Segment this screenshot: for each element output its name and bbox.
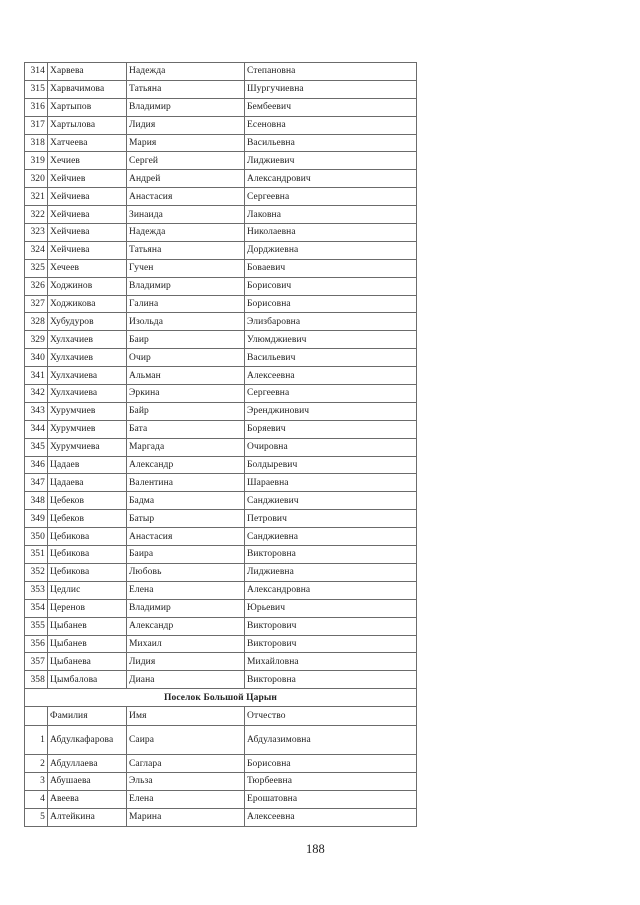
table-row — [25, 546, 417, 564]
row-number: 352 — [25, 563, 48, 581]
header-last: Фамилия — [48, 707, 127, 726]
table-row — [25, 116, 417, 134]
patronymic: Лиджиевна — [245, 563, 417, 581]
patronymic: Эренджинович — [245, 402, 417, 420]
row-number: 328 — [25, 313, 48, 331]
last-name: Хатчеева — [48, 134, 127, 152]
last-name: Хейчиева — [48, 206, 127, 224]
last-name: Цадаев — [48, 456, 127, 474]
roster-table — [24, 62, 417, 827]
last-name: Абдуллаева — [48, 755, 127, 773]
patronymic: Викторович — [245, 635, 417, 653]
first-name: Гучен — [127, 259, 245, 277]
table-row — [25, 295, 417, 313]
table-row — [25, 170, 417, 188]
table-row — [25, 653, 417, 671]
patronymic: Сергеевна — [245, 188, 417, 206]
row-number: 345 — [25, 438, 48, 456]
row-number: 351 — [25, 546, 48, 564]
table-row — [25, 331, 417, 349]
first-name: Мария — [127, 134, 245, 152]
last-name: Хейчиева — [48, 241, 127, 259]
first-name: Елена — [127, 790, 245, 808]
last-name: Хечеев — [48, 259, 127, 277]
row-number: 353 — [25, 581, 48, 599]
last-name: Цебеков — [48, 492, 127, 510]
row-number: 329 — [25, 331, 48, 349]
table-row — [25, 772, 417, 790]
patronymic: Абдулазимовна — [245, 726, 417, 755]
table-row — [25, 474, 417, 492]
row-number: 323 — [25, 224, 48, 242]
last-name: Хулхачиева — [48, 385, 127, 403]
last-name: Авеева — [48, 790, 127, 808]
first-name: Лидия — [127, 116, 245, 134]
last-name: Хулхачиев — [48, 331, 127, 349]
row-number: 344 — [25, 420, 48, 438]
last-name: Хулхачиев — [48, 349, 127, 367]
table-row — [25, 635, 417, 653]
table-row — [25, 313, 417, 331]
first-name: Марина — [127, 808, 245, 826]
roster-sheet — [24, 62, 416, 827]
first-name: Байр — [127, 402, 245, 420]
last-name: Цадаева — [48, 474, 127, 492]
last-name: Алтейкина — [48, 808, 127, 826]
table-row — [25, 790, 417, 808]
table-row — [25, 726, 417, 755]
patronymic: Викторович — [245, 617, 417, 635]
patronymic: Васильевна — [245, 134, 417, 152]
last-name: Цебикова — [48, 528, 127, 546]
table-row — [25, 402, 417, 420]
first-name: Зинаида — [127, 206, 245, 224]
first-name: Владимир — [127, 599, 245, 617]
patronymic: Ерошатовна — [245, 790, 417, 808]
row-number: 341 — [25, 367, 48, 385]
patronymic: Петрович — [245, 510, 417, 528]
last-name: Цебикова — [48, 546, 127, 564]
last-name: Хейчиев — [48, 170, 127, 188]
first-name: Татьяна — [127, 80, 245, 98]
section-row — [25, 689, 417, 707]
row-number: 342 — [25, 385, 48, 403]
header-first: Имя — [127, 707, 245, 726]
table-row — [25, 599, 417, 617]
first-name: Владимир — [127, 98, 245, 116]
first-name: Диана — [127, 671, 245, 689]
table-row — [25, 528, 417, 546]
patronymic: Александрович — [245, 170, 417, 188]
last-name: Хубудуров — [48, 313, 127, 331]
header-num — [25, 707, 48, 726]
page-number: 188 — [306, 842, 325, 856]
patronymic: Болдыревич — [245, 456, 417, 474]
patronymic: Александровна — [245, 581, 417, 599]
row-number: 358 — [25, 671, 48, 689]
first-name: Бата — [127, 420, 245, 438]
first-name: Михаил — [127, 635, 245, 653]
last-name: Хурумчиева — [48, 438, 127, 456]
first-name: Батыр — [127, 510, 245, 528]
last-name: Цебеков — [48, 510, 127, 528]
patronymic: Михайловна — [245, 653, 417, 671]
first-name: Александр — [127, 617, 245, 635]
patronymic: Алексеевна — [245, 367, 417, 385]
table-row — [25, 385, 417, 403]
first-name: Альман — [127, 367, 245, 385]
first-name: Анастасия — [127, 528, 245, 546]
last-name: Абушаева — [48, 772, 127, 790]
last-name: Цебикова — [48, 563, 127, 581]
table-row — [25, 80, 417, 98]
row-number: 3 — [25, 772, 48, 790]
table-row — [25, 206, 417, 224]
first-name: Александр — [127, 456, 245, 474]
table-row — [25, 98, 417, 116]
table-row — [25, 492, 417, 510]
first-name: Лидия — [127, 653, 245, 671]
table-row — [25, 438, 417, 456]
patronymic: Сергеевна — [245, 385, 417, 403]
first-name: Эльза — [127, 772, 245, 790]
last-name: Хейчиева — [48, 224, 127, 242]
first-name: Баир — [127, 331, 245, 349]
header-patr: Отчество — [245, 707, 417, 726]
patronymic: Тюрбеевна — [245, 772, 417, 790]
last-name: Харвачимова — [48, 80, 127, 98]
first-name: Маргада — [127, 438, 245, 456]
row-number: 1 — [25, 726, 48, 755]
header-row — [25, 707, 417, 726]
row-number: 327 — [25, 295, 48, 313]
last-name: Цымбалова — [48, 671, 127, 689]
first-name: Бадма — [127, 492, 245, 510]
table-row — [25, 224, 417, 242]
first-name: Валентина — [127, 474, 245, 492]
patronymic: Шургучиевна — [245, 80, 417, 98]
row-number: 346 — [25, 456, 48, 474]
table-row — [25, 241, 417, 259]
first-name: Очир — [127, 349, 245, 367]
roster-body-bottom — [25, 726, 417, 827]
patronymic: Степановна — [245, 63, 417, 81]
row-number: 321 — [25, 188, 48, 206]
patronymic: Николаевна — [245, 224, 417, 242]
first-name: Любовь — [127, 563, 245, 581]
table-row — [25, 581, 417, 599]
first-name: Баира — [127, 546, 245, 564]
first-name: Галина — [127, 295, 245, 313]
first-name: Анастасия — [127, 188, 245, 206]
last-name: Харвева — [48, 63, 127, 81]
table-row — [25, 259, 417, 277]
row-number: 356 — [25, 635, 48, 653]
row-number: 343 — [25, 402, 48, 420]
table-row — [25, 510, 417, 528]
table-row — [25, 349, 417, 367]
row-number: 324 — [25, 241, 48, 259]
table-row — [25, 755, 417, 773]
row-number: 348 — [25, 492, 48, 510]
first-name: Саира — [127, 726, 245, 755]
row-number: 317 — [25, 116, 48, 134]
patronymic: Лаковна — [245, 206, 417, 224]
table-row — [25, 563, 417, 581]
row-number: 316 — [25, 98, 48, 116]
patronymic: Боряевич — [245, 420, 417, 438]
patronymic: Санджиевич — [245, 492, 417, 510]
row-number: 349 — [25, 510, 48, 528]
table-row — [25, 134, 417, 152]
table-row — [25, 420, 417, 438]
patronymic: Алексеевна — [245, 808, 417, 826]
last-name: Хурумчиев — [48, 420, 127, 438]
table-row — [25, 671, 417, 689]
last-name: Хартыпов — [48, 98, 127, 116]
row-number: 4 — [25, 790, 48, 808]
row-number: 355 — [25, 617, 48, 635]
row-number: 350 — [25, 528, 48, 546]
row-number: 357 — [25, 653, 48, 671]
table-row — [25, 277, 417, 295]
first-name: Надежда — [127, 224, 245, 242]
first-name: Эркина — [127, 385, 245, 403]
table-row — [25, 617, 417, 635]
table-row — [25, 808, 417, 826]
patronymic: Викторовна — [245, 671, 417, 689]
row-number: 347 — [25, 474, 48, 492]
row-number: 315 — [25, 80, 48, 98]
patronymic: Элизбаровна — [245, 313, 417, 331]
row-number: 319 — [25, 152, 48, 170]
patronymic: Юрьевич — [245, 599, 417, 617]
patronymic: Бовaевич — [245, 259, 417, 277]
patronymic: Дорджиевна — [245, 241, 417, 259]
row-number: 2 — [25, 755, 48, 773]
patronymic: Викторовна — [245, 546, 417, 564]
table-row — [25, 188, 417, 206]
last-name: Цыбанева — [48, 653, 127, 671]
roster-body-top — [25, 63, 417, 689]
row-number: 326 — [25, 277, 48, 295]
first-name: Андрей — [127, 170, 245, 188]
table-row — [25, 456, 417, 474]
last-name: Хечиев — [48, 152, 127, 170]
first-name: Сергей — [127, 152, 245, 170]
last-name: Цыбанев — [48, 635, 127, 653]
row-number: 314 — [25, 63, 48, 81]
first-name: Саглара — [127, 755, 245, 773]
patronymic: Борисовна — [245, 295, 417, 313]
first-name: Татьяна — [127, 241, 245, 259]
last-name: Абдулкафарова — [48, 726, 127, 755]
patronymic: Есеновна — [245, 116, 417, 134]
patronymic: Лиджиевич — [245, 152, 417, 170]
patronymic: Санджиевна — [245, 528, 417, 546]
row-number: 354 — [25, 599, 48, 617]
first-name: Елена — [127, 581, 245, 599]
patronymic: Бембеевич — [245, 98, 417, 116]
last-name: Хартылова — [48, 116, 127, 134]
last-name: Ходжинов — [48, 277, 127, 295]
table-row — [25, 152, 417, 170]
row-number: 325 — [25, 259, 48, 277]
patronymic: Борисовна — [245, 755, 417, 773]
patronymic: Шараевна — [245, 474, 417, 492]
row-number: 320 — [25, 170, 48, 188]
table-row — [25, 367, 417, 385]
first-name: Владимир — [127, 277, 245, 295]
last-name: Ходжикова — [48, 295, 127, 313]
row-number: 322 — [25, 206, 48, 224]
last-name: Хурумчиев — [48, 402, 127, 420]
last-name: Хулхачиева — [48, 367, 127, 385]
table-row — [25, 63, 417, 81]
last-name: Хейчиева — [48, 188, 127, 206]
section-block — [25, 689, 417, 726]
row-number: 340 — [25, 349, 48, 367]
section-title: Поселок Большой Царын — [25, 689, 417, 707]
patronymic: Васильевич — [245, 349, 417, 367]
row-number: 318 — [25, 134, 48, 152]
last-name: Церенов — [48, 599, 127, 617]
last-name: Цыбанев — [48, 617, 127, 635]
patronymic: Улюмджиевич — [245, 331, 417, 349]
first-name: Надежда — [127, 63, 245, 81]
last-name: Цедлис — [48, 581, 127, 599]
row-number: 5 — [25, 808, 48, 826]
patronymic: Очировна — [245, 438, 417, 456]
patronymic: Борисович — [245, 277, 417, 295]
first-name: Изольда — [127, 313, 245, 331]
